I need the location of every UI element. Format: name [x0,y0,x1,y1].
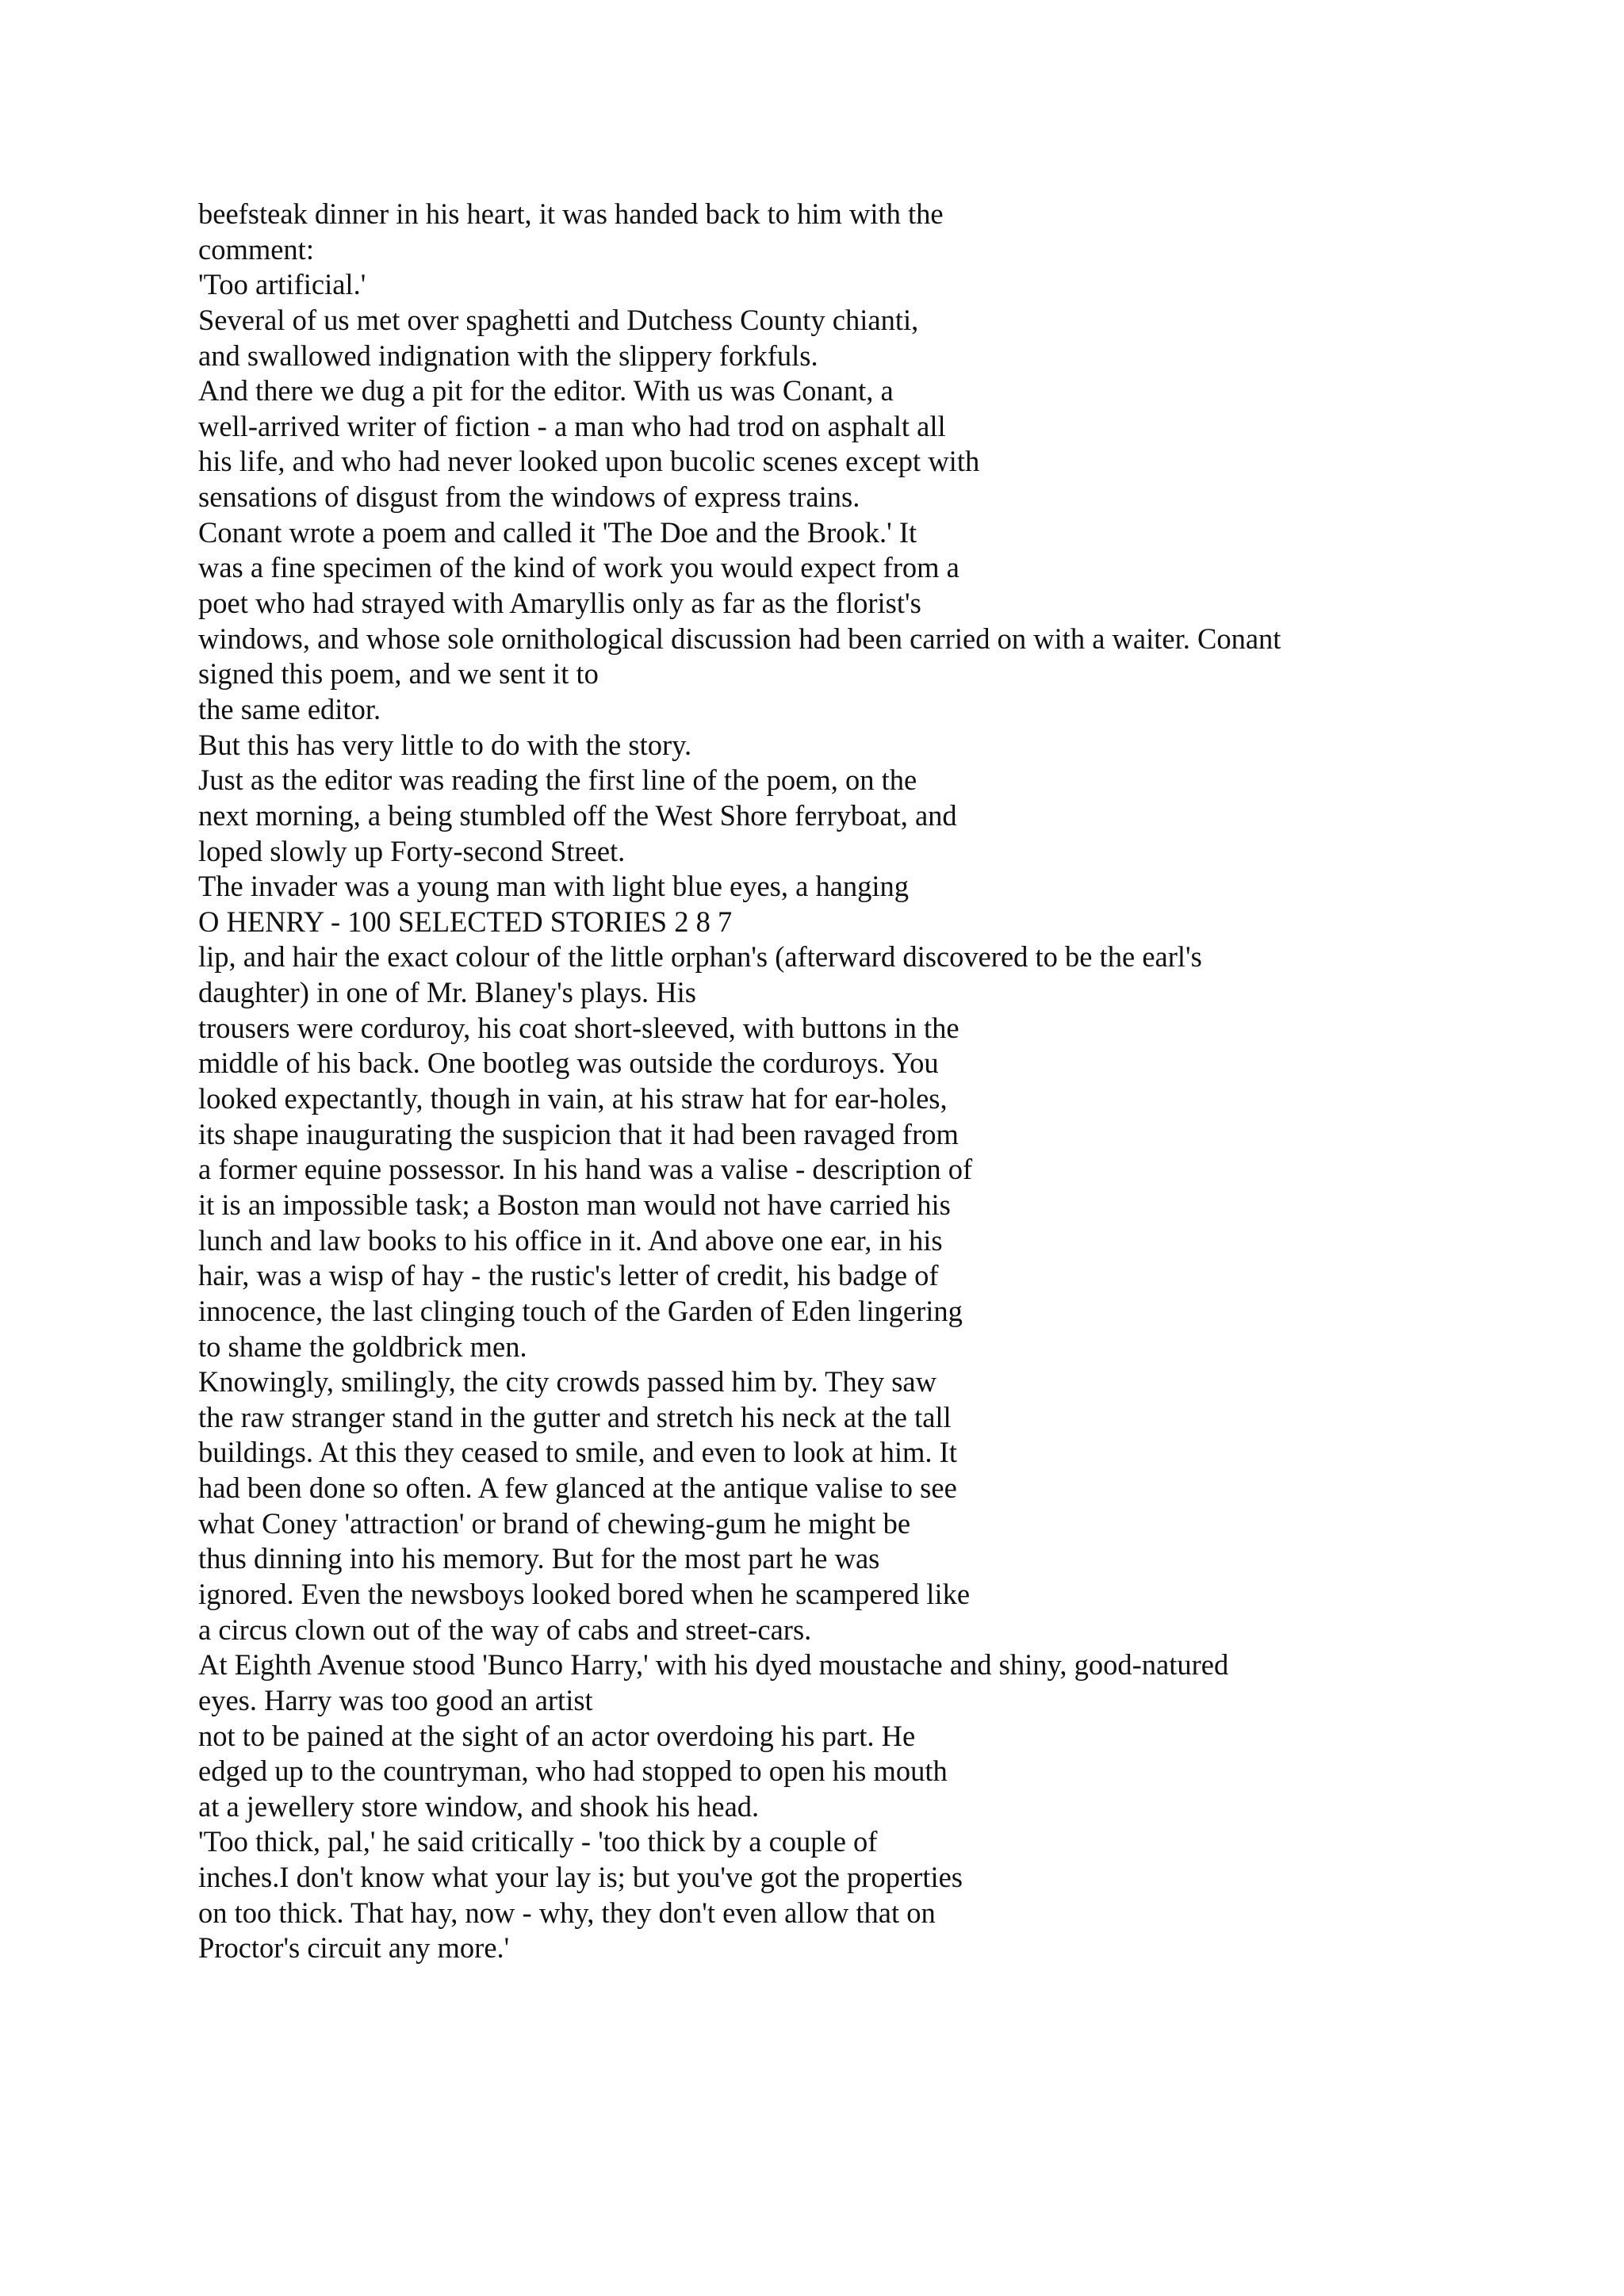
text-line: not to be pained at the sight of an actor overdoing his part. He [198,1719,916,1752]
text-line: what Coney 'attraction' or brand of chewing-gum he might be [198,1506,911,1540]
text-line: buildings. At this they ceased to smile, and even to look at him. It [198,1436,957,1469]
text-line: had been done so often. A few glanced at the antique valise to see [198,1471,957,1505]
text-line: Proctor's circuit any more.' [198,1931,510,1965]
text-line: 'Too thick, pal,' he said critically - 'too thick by a couple of [198,1825,878,1858]
body-text [198,197,1467,1966]
text-line: and swallowed indignation with the slippery forkfuls. [198,339,818,372]
text-line: its shape inaugurating the suspicion that it had been ravaged from [198,1117,959,1150]
text-line: inches.I don't know what your lay is; but you've got the properties [198,1861,963,1894]
running-header: O HENRY - 100 SELECTED STORIES 2 8 7 [198,905,733,938]
text-line: it is an impossible task; a Boston man would not have carried his [198,1188,951,1221]
text-line: on too thick. That hay, now - why, they don't even allow that on [198,1896,936,1929]
text-line: daughter) in one of Mr. Blaney's plays. His [198,976,696,1009]
text-line: trousers were corduroy, his coat short-sleeved, with buttons in the [198,1011,959,1044]
text-line: middle of his back. One bootleg was outside the corduroys. You [198,1047,939,1080]
text-line: a former equine possessor. In his hand was a valise - description of [198,1153,973,1186]
text-line: next morning, a being stumbled off the West Shore ferryboat, and [198,798,957,832]
text-line: loped slowly up Forty-second Street. [198,834,626,867]
text-line: the same editor. [198,692,381,725]
text-line: And there we dug a pit for the editor. With us was Conant, a [198,374,894,408]
text-line: sensations of disgust from the windows of express trains. [198,480,860,514]
text-line: The invader was a young man with light blue eyes, a hanging [198,870,910,903]
text-line: 'Too artificial.' [198,268,366,301]
text-line: Conant wrote a poem and called it 'The Doe and the Brook.' It [198,515,917,549]
text-line: lunch and law books to his office in it. And above one ear, in his [198,1223,943,1257]
text-line: a circus clown out of the way of cabs and street-cars. [198,1613,812,1646]
text-line: beefsteak dinner in his heart, it was handed back to him with the [198,197,944,230]
text-line: eyes. Harry was too good an artist [198,1683,593,1716]
text-line: But this has very little to do with the story. [198,728,692,761]
text-line: looked expectantly, though in vain, at his straw hat for ear-holes, [198,1082,948,1115]
text-line: was a fine specimen of the kind of work you would expect from a [198,551,959,584]
text-line: Just as the editor was reading the first line of the poem, on the [198,763,917,797]
text-line: his life, and who had never looked upon bucolic scenes except with [198,445,980,478]
text-line: lip, and hair the exact colour of the little orphan's (afterward discovered to be the earl's [198,940,1202,974]
text-line: poet who had strayed with Amaryllis only as far as the florist's [198,587,921,620]
text-line: At Eighth Avenue stood 'Bunco Harry,' with his dyed moustache and shiny, good-natured [198,1648,1229,1682]
text-line: edged up to the countryman, who had stopped to open his mouth [198,1755,948,1788]
text-line: to shame the goldbrick men. [198,1330,527,1363]
text-line: at a jewellery store window, and shook his head. [198,1789,760,1823]
text-line: the raw stranger stand in the gutter and stretch his neck at the tall [198,1400,952,1433]
text-line: thus dinning into his memory. But for the most part he was [198,1542,880,1575]
text-line: hair, was a wisp of hay - the rustic's letter of credit, his badge of [198,1259,939,1292]
text-line: windows, and whose sole ornithological discussion had been carried on with a waiter. Conant [198,622,1281,655]
text-line: innocence, the last clinging touch of the Garden of Eden lingering [198,1294,963,1327]
text-line: Knowingly, smilingly, the city crowds passed him by. They saw [198,1365,936,1399]
text-line: signed this poem, and we sent it to [198,657,599,691]
text-line: ignored. Even the newsboys looked bored when he scampered like [198,1577,971,1610]
text-line: well-arrived writer of fiction - a man who had trod on asphalt all [198,409,946,442]
text-line: Several of us met over spaghetti and Dutchess County chianti, [198,303,919,336]
text-line: comment: [198,232,314,266]
